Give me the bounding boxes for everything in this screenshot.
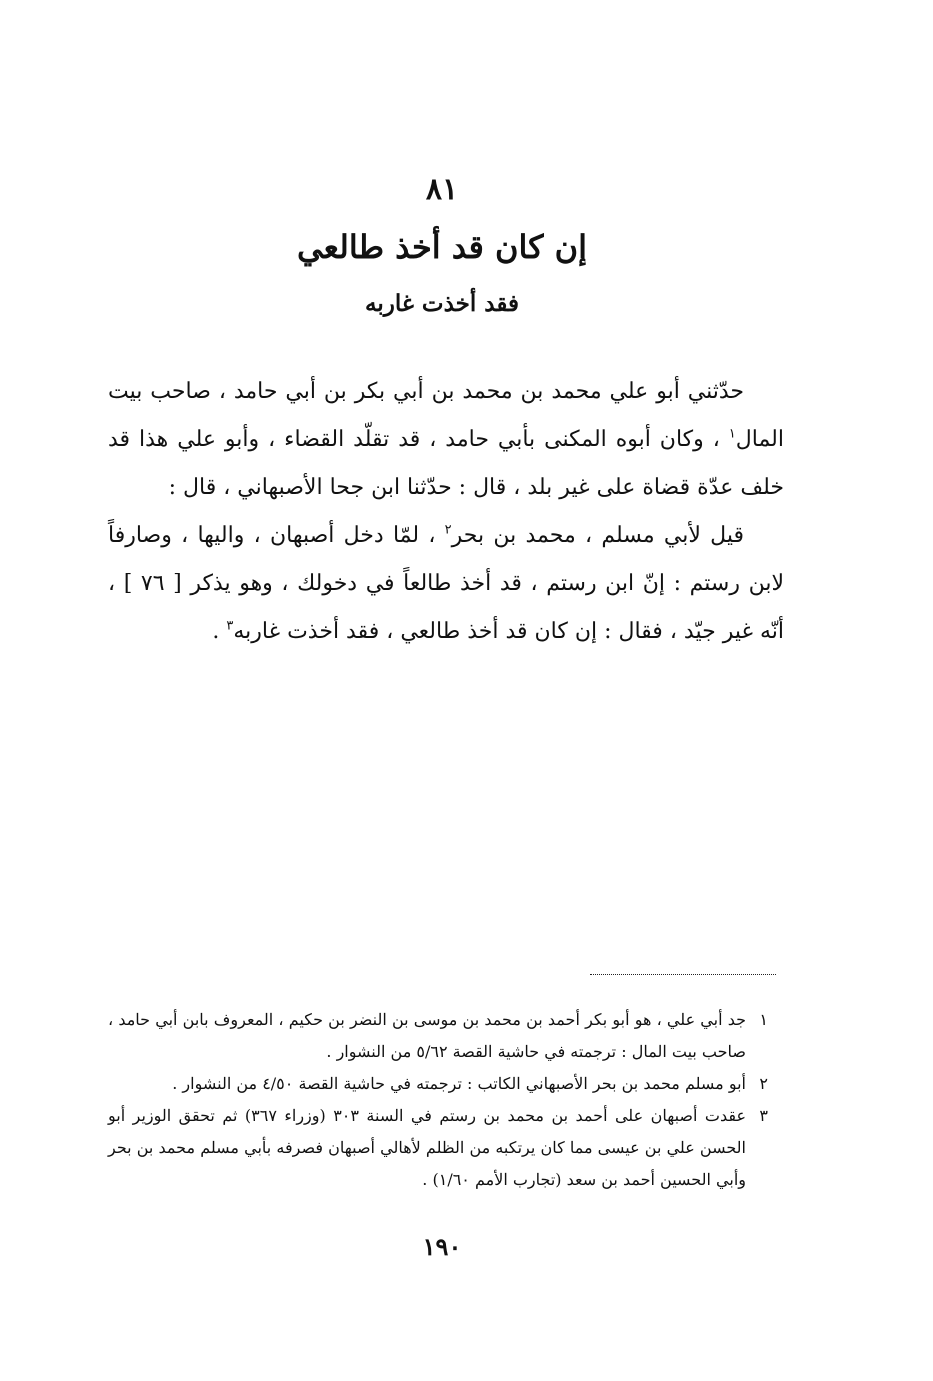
footnote-item [108, 1100, 768, 1196]
footnote-divider [590, 974, 776, 975]
paragraph-text: قيل لأبي مسلم ، محمد بن بحر [451, 523, 744, 548]
story-subtitle: فقد أخذت غاربه [365, 290, 519, 317]
story-number: ٨١ [425, 172, 459, 207]
footnote-ref: ٢ [444, 522, 452, 538]
footnotes [108, 1004, 768, 1196]
paragraph-text: ، وكان أبوه المكنى بأبي حامد ، قد تقلّد القضاء ، وأبو علي هذا قد خلف عدّة قضاة على غير بلد ، قال : حدّثنا ابن جحا الأصبهاني ، قال : [108, 427, 784, 500]
footnote-ref: ١ [728, 426, 736, 442]
footnote-item [108, 1004, 768, 1068]
footnote-number: ٣ [759, 1106, 768, 1125]
footnote-text: أبو مسلم محمد بن بحر الأصبهاني الكاتب : ترجمته في حاشية القصة ٤/٥٠ من النشوار . [172, 1074, 746, 1093]
footnote-item [108, 1068, 768, 1100]
footnote-ref: ٣ [226, 618, 234, 634]
footnote-text: عقدت أصبهان على أحمد بن محمد بن رستم في السنة ٣٠٣ (وزراء ٣٦٧) ثم تحقق الوزير أبو الحسن علي بن عيسى مما كان يرتكبه من الظلم لأهالي أصبهان فصرفه بأبي مسلم محمد بن بحر وأبي الحسين أحمد بن سعد (تجارب الأمم ١/٦٠) . [108, 1106, 747, 1189]
paragraph-text: ، لمّا دخل أصبهان ، واليها ، وصارفاً لابن رستم : إنّ ابن رستم ، قد أخذ طالعاً في دخولك ، وهو يذكر [ ٧٦ ] ، أنّه غير جيّد ، فقال : إن كان قد أخذ طالعي ، فقد أخذت غاربه [108, 523, 784, 644]
footnote-text: جد أبي علي ، هو أبو بكر أحمد بن محمد بن موسى بن النضر بن حكيم ، المعروف بابن أبي حامد ، صاحب بيت المال : ترجمته في حاشية القصة ٥/٦٢ من النشوار . [108, 1010, 746, 1061]
footnote-number: ٢ [759, 1074, 768, 1093]
page-number: ١٩٠ [422, 1232, 462, 1261]
story-body [108, 368, 784, 656]
paragraph-text: . [212, 619, 227, 644]
body-paragraph [108, 512, 784, 656]
story-title: إن كان قد أخذ طالعي [296, 228, 588, 266]
footnote-number: ١ [759, 1010, 768, 1029]
body-paragraph [108, 368, 784, 512]
paragraph-text: حدّثني أبو علي محمد بن محمد بن أبي بكر بن أبي حامد ، صاحب بيت المال [108, 379, 784, 452]
